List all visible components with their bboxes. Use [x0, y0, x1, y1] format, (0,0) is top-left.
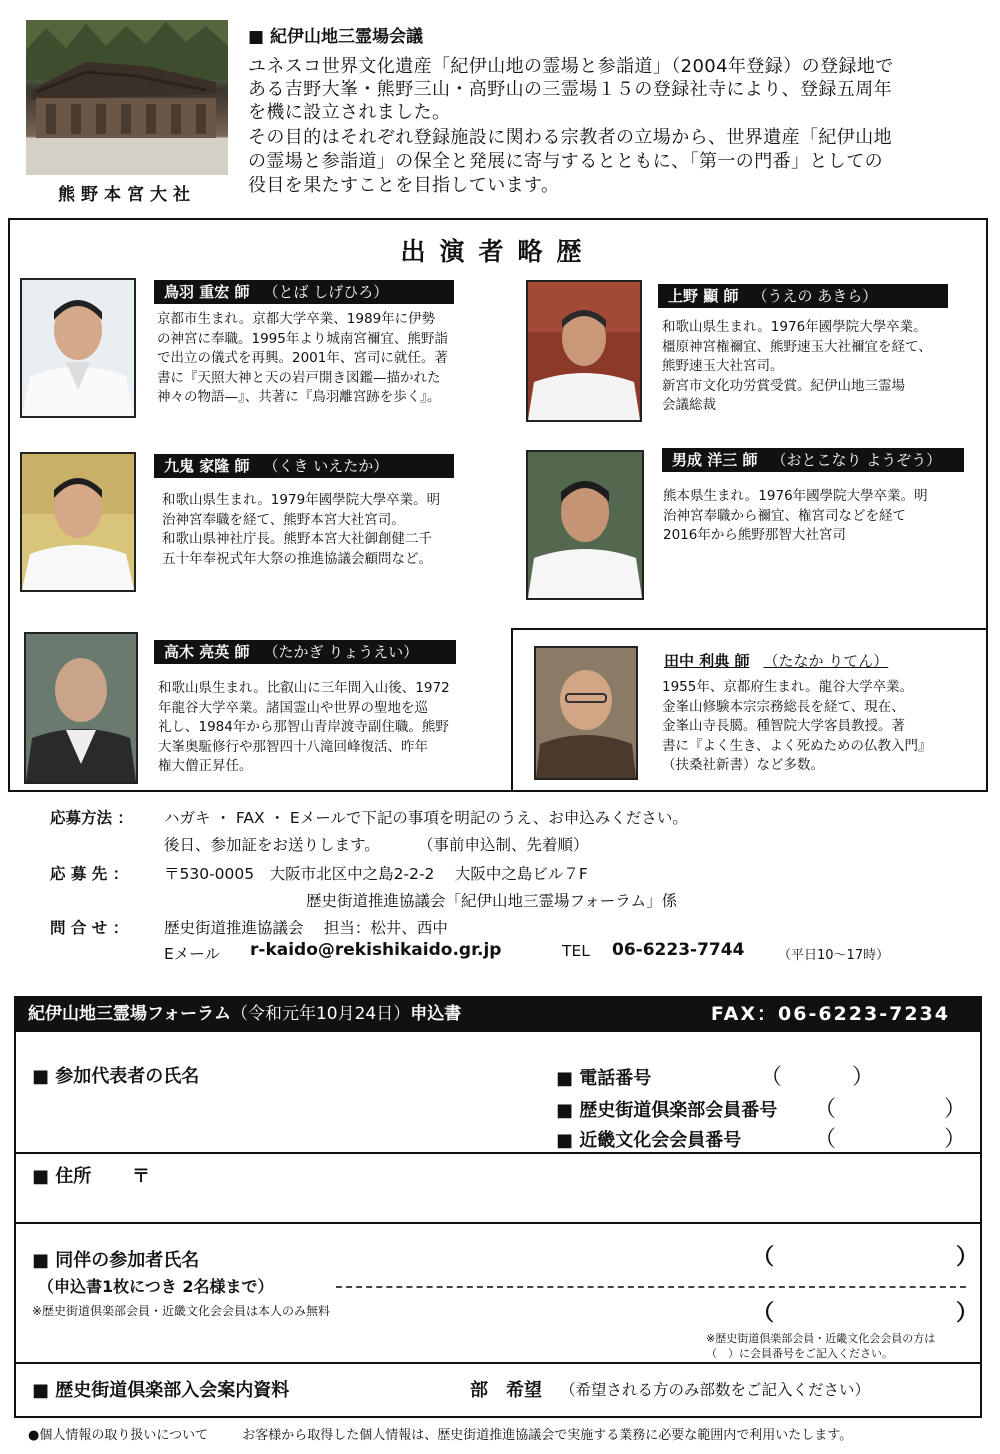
portrait-photo — [20, 278, 136, 418]
intro-line: の霊場と参詣道」の保全と発展に寄与するとともに、「第一の門番」としての — [248, 151, 883, 172]
photo-caption: 熊野本宮大社 — [58, 185, 196, 205]
method-line: 後日、参加証をお送りします。 — [164, 836, 380, 854]
intro-line: ある吉野大峯・熊野三山・高野山の三霊場１５の登録社寺により、登録五周年 — [248, 79, 892, 100]
paren: （ — [814, 1127, 837, 1152]
intro-line: 役目を果たすことを目指しています。 — [248, 175, 560, 196]
member-note: （ ）に会員番号をご記入ください。 — [706, 1347, 893, 1360]
intro-line: その目的はそれぞれ登録施設に関わる宗教者の立場から、世界遺産「紀伊山地 — [248, 127, 892, 148]
form-title: 紀伊山地三霊場フォーラム — [28, 1004, 231, 1024]
form-divider — [14, 1222, 982, 1224]
performer-name: 鳥羽 重宏 師 （とば しげひろ） — [154, 280, 454, 304]
paren: ） — [944, 1127, 967, 1152]
destination-label: 応 募 先 ： — [50, 865, 129, 883]
phone-field[interactable] — [786, 1062, 848, 1088]
companions-note: ※歴史街道倶楽部会員・近畿文化会会員は本人のみ無料 — [32, 1304, 331, 1318]
paren: ） — [956, 1245, 979, 1270]
companions-label: ■ 同伴の参加者氏名 — [32, 1250, 200, 1271]
performer-name: 九鬼 家隆 師 （くき いえたか） — [154, 454, 454, 478]
performer-bio: 和歌山県生まれ。1976年國學院大學卒業。 橿原神宮権禰宜、熊野速玉大社禰宜を経て、 熊野速玉大社宮司。 新宮市文化功労賞受賞。紀伊山地三霊場 会議総裁 — [662, 319, 932, 413]
portrait-photo — [534, 646, 638, 780]
inquiry-label: 問 合 せ ： — [50, 919, 129, 937]
inquiry-contact: 歴史街道推進協議会 担当：松井、西中 — [164, 919, 448, 937]
shrine-photo — [26, 20, 228, 175]
performer-bio: 和歌山県生まれ。比叡山に三年間入山後、1972 年龍谷大学卒業。諸国霊山や世界の聖地を巡 礼し、1984年から那智山青岸渡寺副住職。熊野 大峯奥駈修行や那智四十八滝回峰復活、昨年 権大僧正昇任。 — [158, 680, 450, 774]
companion-dashed-line — [336, 1286, 966, 1288]
companions-limit: （申込書1枚につき 2名様まで） — [38, 1277, 274, 1296]
companion-1-field[interactable] — [780, 1242, 950, 1270]
address-label: ■ 住所 — [32, 1166, 92, 1187]
shrine-building-illustration — [26, 20, 228, 175]
paren: ） — [944, 1097, 967, 1122]
club-doc-label: ■ 歴史街道倶楽部入会案内資料 — [32, 1380, 290, 1401]
rep-name-label: ■ 参加代表者の氏名 — [32, 1066, 200, 1087]
form-date: （令和元年10月24日） — [230, 1004, 411, 1024]
kinki-number-field[interactable] — [840, 1124, 940, 1150]
intro-line: を機に設立されました。 — [248, 102, 451, 123]
privacy-title: ●個人情報の取り扱いについて — [28, 1428, 209, 1443]
method-label: 応募方法 ： — [50, 809, 133, 827]
email-address[interactable]: r-kaido@rekishikaido.gr.jp — [250, 940, 502, 960]
performer-bio: 和歌山県生まれ。1979年國學院大學卒業。明 治神宮奉職を経て、熊野本宮大社宮司。 和歌山県神社庁長。熊野本宮大社御創健二千 五十年奉祝式年大祭の推進協議会顧問など。 — [162, 492, 441, 567]
phone-label: ■ 電話番号 — [556, 1068, 652, 1089]
paren: （ — [760, 1065, 783, 1090]
paren: （ — [752, 1301, 775, 1326]
performer-name: 上野 顯 師 （うえの あきら） — [658, 284, 948, 308]
portrait-photo — [24, 632, 138, 784]
copies-label: 部 希望 — [470, 1380, 542, 1401]
privacy-text: お客様から取得した個人情報は、歴史街道推進協議会で実施する業務に必要な範囲内で利用いたします。 — [242, 1428, 853, 1443]
council-title: ■ 紀伊山地三霊場会議 — [248, 27, 423, 47]
copies-field[interactable] — [420, 1374, 468, 1402]
method-note: （事前申込制、先着順） — [418, 836, 589, 854]
performer-name: 高木 亮英 師 （たかぎ りょうえい） — [154, 640, 456, 664]
member-note: ※歴史街道倶楽部会員・近畿文化会会員の方は — [706, 1332, 936, 1345]
form-fax: FAX：06-6223-7234 — [710, 1003, 950, 1025]
performer-bio: 熊本県生まれ。1976年國學院大學卒業。明 治神宮奉職から禰宜、権宮司などを経て 2016年から熊野那智大社宮司 — [663, 488, 928, 543]
rep-name-field[interactable] — [40, 1090, 540, 1146]
tel-number: 06-6223-7744 — [612, 940, 745, 960]
address-field[interactable] — [160, 1160, 960, 1216]
portrait-photo — [20, 452, 136, 592]
paren: ） — [956, 1301, 979, 1326]
tel-label: TEL — [562, 942, 590, 960]
kinki-number-label: ■ 近畿文化会会員番号 — [556, 1130, 742, 1151]
paren: ） — [852, 1065, 875, 1090]
form-title-suffix: 申込書 — [410, 1004, 462, 1024]
club-number-field[interactable] — [840, 1094, 940, 1120]
postal-mark: 〒 — [132, 1166, 150, 1187]
form-divider — [14, 1152, 982, 1154]
portrait-photo — [526, 280, 642, 422]
privacy-notice — [28, 1424, 852, 1443]
performer-name: 田中 利典 師 （たなか りてん） — [664, 652, 889, 670]
performer-bio: 1955年、京都府生まれ。龍谷大学卒業。 金峯山修験本宗宗務総長を経て、現在、 金峯山寺長臈。種智院大学客員教授。著 書に『よく生き、よく死ぬための仏教入門』 （扶桑社新書）など多数。 — [662, 679, 932, 773]
method-line: ハガキ ・ FAX ・ Eメールで下記の事項を明記のうえ、お申込みください。 — [164, 809, 688, 827]
companion-2-field[interactable] — [780, 1298, 950, 1326]
paren: （ — [814, 1097, 837, 1122]
performer-name: 男成 洋三 師 （おとこなり ようぞう） — [662, 448, 964, 472]
form-divider — [14, 1362, 982, 1364]
paren: （ — [752, 1245, 775, 1270]
portrait-photo — [526, 450, 644, 600]
email-label: Eメール — [164, 945, 220, 963]
performer-bio: 京都市生まれ。京都大学卒業、1989年に伊勢 の神宮に奉職。1995年より城南宮禰宜、熊野詣 で出立の儀式を再興。2001年、宮司に就任。著 書に『天照大神と天の岩戸開き図鑑—描かれた 神々の物語—』、共著に『鳥羽離宮跡を歩く』。 — [157, 311, 448, 405]
profiles-heading: 出演者略歴 — [400, 237, 596, 266]
intro-line: ユネスコ世界文化遺産「紀伊山地の霊場と参詣道」（2004年登録）の登録地で — [248, 56, 894, 77]
destination-address: 〒530-0005 大阪市北区中之島2-2-2 大阪中之島ビル７F — [164, 865, 588, 883]
copies-note: （希望される方のみ部数をご記入ください） — [560, 1381, 871, 1399]
club-number-label: ■ 歴史街道倶楽部会員番号 — [556, 1100, 778, 1121]
form-header — [14, 996, 982, 1032]
tel-hours: （平日10～17時） — [778, 948, 890, 963]
destination-name: 歴史街道推進協議会「紀伊山地三霊場フォーラム」係 — [306, 892, 678, 910]
